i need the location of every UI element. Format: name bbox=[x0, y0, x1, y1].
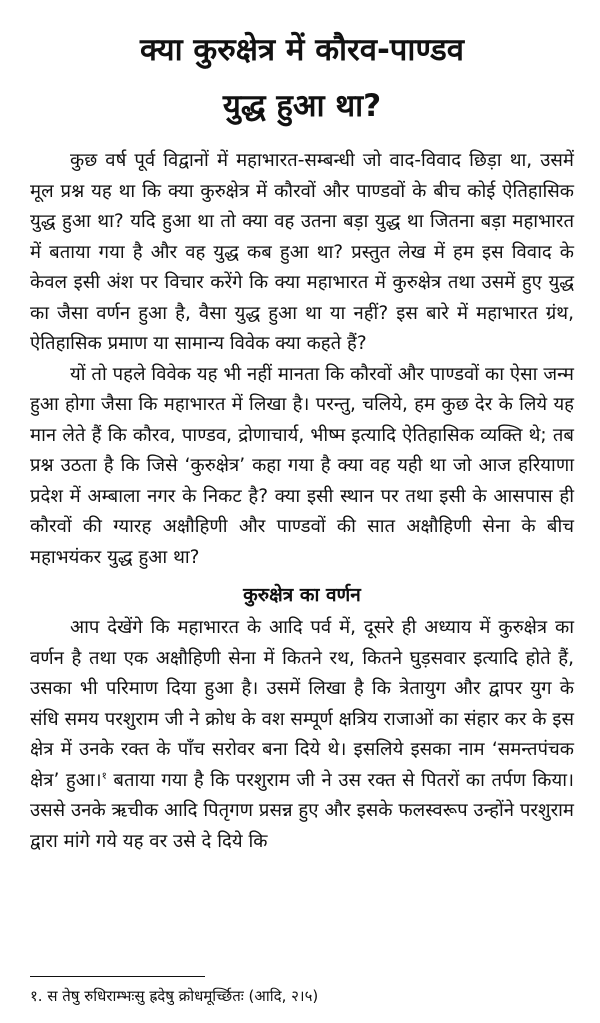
paragraph-3-text-b: बताया गया है कि परशुराम जी ने उस रक्त से पितरों का तर्पण किया। उससे उनके ऋचीक आदि पितृगण प्रसन्न हुए और इसके फलस्वरूप उन्होंने परशुराम द्वारा मांगे गये यह वर उसे दे दिये कि bbox=[30, 769, 574, 852]
footnote: १. स तेषु रुधिराम्भःसु ह्रदेषु क्रोधमूर्च्छितः (आदि, २।५) bbox=[30, 987, 319, 1005]
footnote-divider bbox=[30, 976, 205, 977]
paragraph-1: कुछ वर्ष पूर्व विद्वानों में महाभारत-सम्बन्धी जो वाद-विवाद छिड़ा था, उसमें मूल प्रश्न यह था कि क्या कुरुक्षेत्र में कौरवों और पाण्डवों के बीच कोई ऐतिहासिक युद्ध हुआ था? यदि हुआ था तो क्या वह उतना बड़ा युद्ध था जितना बड़ा महाभारत में बताया गया है और वह युद्ध कब हुआ था? प्रस्तुत लेख में हम इस विवाद के केवल इसी अंश पर विचार करेंगे कि क्या महाभारत में कुरुक्षेत्र तथा उसमें हुए युद्ध का जैसा वर्णन हुआ है, वैसा युद्ध हुआ था या नहीं? इस बारे में महाभारत ग्रंथ, ऐतिहासिक प्रमाण या सामान्य विवेक क्या कहते हैं? bbox=[30, 150, 574, 354]
footnote-reference[interactable]: १ bbox=[101, 770, 107, 782]
page-title bbox=[30, 22, 574, 134]
paragraph-3-text-a: आप देखेंगे कि महाभारत के आदि पर्व में, दूसरे ही अध्याय में कुरुक्षेत्र का वर्णन है तथा एक अक्षौहिणी सेना में कितने रथ, कितने घुड़सवार इत्यादि होते हैं, उसका भी परिमाण दिया हुआ है। उसमें लिखा है कि त्रेतायुग और द्वापर युग के संधि समय परशुराम जी ने क्रोध के वश सम्पूर्ण क्षत्रिय राजाओं का संहार कर के इस क्षेत्र में उनके रक्त के पाँच सरोवर बना दिये थे। इसलिये इसका नाम ‘समन्तपंचक क्षेत्र’ हुआ। bbox=[30, 617, 574, 791]
title-line-1: क्या कुरुक्षेत्र में कौरव-पाण्डव bbox=[140, 32, 464, 68]
paragraph-2: यों तो पहले विवेक यह भी नहीं मानता कि कौरवों और पाण्डवों का ऐसा जन्म हुआ होगा जैसा कि महाभारत में लिखा है। परन्तु, चलिये, हम कुछ देर के लिये यह मान लेते हैं कि कौरव, पाण्डव, द्रोणाचार्य, भीष्म इत्यादि ऐतिहासिक व्यक्ति थे; तब प्रश्न उठता है कि जिसे ‘कुरुक्षेत्र’ कहा गया है क्या वह यही था जो आज हरियाणा प्रदेश में अम्बाला नगर के निकट है? क्या इसी स्थान पर तथा इसी के आसपास ही कौरवों की ग्यारह अक्षौहिणी और पाण्डवों की सात अक्षौहिणी सेना के बीच महाभयंकर युद्ध हुआ था? bbox=[30, 363, 574, 568]
section-heading: कुरुक्षेत्र का वर्णन bbox=[243, 584, 361, 606]
title-line-2: युद्ध हुआ था? bbox=[222, 88, 382, 124]
paragraph-3 bbox=[30, 613, 574, 857]
